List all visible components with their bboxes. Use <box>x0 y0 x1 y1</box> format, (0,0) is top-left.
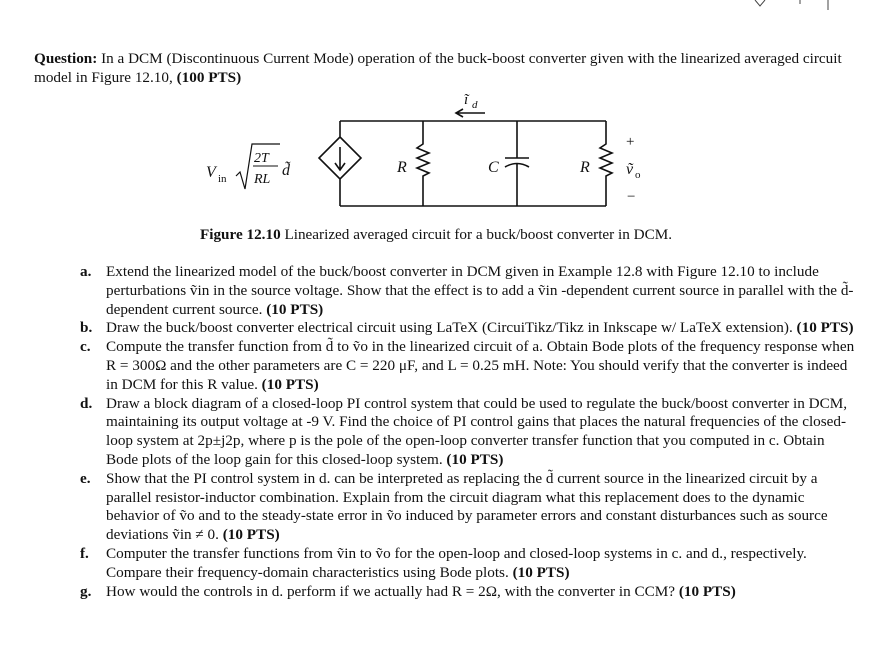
label-vin-sub: in <box>218 173 227 185</box>
caption-text: Linearized averaged circuit for a buck/boost converter in DCM. <box>284 226 673 243</box>
current-arrow <box>456 109 485 117</box>
capacitor-symbol <box>505 121 529 206</box>
label-r2: R <box>580 159 590 176</box>
label-plus: + <box>626 134 635 150</box>
question-label: Question: <box>34 50 98 67</box>
part-label: d. <box>80 394 93 412</box>
part-g <box>80 583 860 602</box>
caption-label: Figure 12.10 <box>199 226 281 243</box>
part-points: (10 PTS) <box>512 563 570 581</box>
part-points: (10 PTS) <box>796 319 854 337</box>
part-points: (10 PTS) <box>678 582 736 600</box>
part-text: Compute the transfer function from d̃ to ṽo in the linearized circuit of a. Obtain Bode plots of the frequency response when R = 300Ω and the other parameters are C = 220 μF, and L = 0.25 mH. Note: You should verify that the converter is indeed in DCM for this R value. <box>106 338 855 393</box>
part-b <box>80 319 860 338</box>
question-parts <box>80 263 860 601</box>
label-frac-num: 2T <box>254 151 269 166</box>
label-c: C <box>488 159 499 176</box>
part-label: e. <box>80 469 91 487</box>
part-label: b. <box>80 319 93 337</box>
question-text: In a DCM (Discontinuous Current Mode) operation of the buck-boost converter given with the linearized averaged circuit model in Figure 12.10, <box>34 50 842 86</box>
part-text: Show that the PI control system in d. can be interpreted as replacing the d̃ current source in the linearized circuit by a parallel resistor-inductor combination. Explain from the circuit diagram what this replacement does to the dynamic behavior of ṽo and to the steady-state error in ṽo induced by parameter errors and constant disturbances such as source deviations ṽin ≠ 0. <box>106 469 828 544</box>
label-vo: ṽ <box>626 161 634 178</box>
part-label: f. <box>80 544 89 562</box>
part-a <box>80 263 860 319</box>
part-label: g. <box>80 582 92 600</box>
part-points: (10 PTS) <box>446 450 504 468</box>
part-body <box>106 545 860 583</box>
part-body <box>106 338 860 394</box>
part-text: Extend the linearized model of the buck/boost converter in DCM given in Example 12.8 with Figure 12.10 to include perturbations ṽin in the source voltage. Show that the effect is to add a ṽin -dependent current source in parallel with the d̃-dependent current source. <box>106 263 854 318</box>
part-d <box>80 395 860 470</box>
figure-caption <box>0 226 872 244</box>
part-c <box>80 338 860 394</box>
part-label: c. <box>80 338 91 356</box>
label-vin: V <box>206 164 216 181</box>
label-id-sub: d <box>472 99 478 111</box>
part-body <box>106 583 860 602</box>
part-text: How would the controls in d. perform if we actually had R = 2Ω, with the converter in CCM? <box>106 582 676 600</box>
label-vo-sub: o <box>635 169 641 181</box>
part-points: (10 PTS) <box>222 526 280 544</box>
label-d-tilde: d̃ <box>282 162 290 179</box>
source-arrow <box>335 147 345 170</box>
question-points: (100 PTS) <box>176 68 242 86</box>
part-body <box>106 319 860 338</box>
top-edge-marks <box>0 0 872 20</box>
part-body <box>106 395 860 470</box>
label-minus: − <box>627 189 636 205</box>
part-body <box>106 263 860 319</box>
part-label: a. <box>80 263 92 280</box>
resistor-1 <box>417 121 429 206</box>
part-text: Draw the buck/boost converter electrical circuit using LaTeX (CircuiTikz/Tikz in Inkscape w/ LaTeX extension). <box>106 319 793 337</box>
circuit-diagram <box>180 76 700 226</box>
label-frac-den: RL <box>254 172 271 187</box>
part-body <box>106 470 860 545</box>
part-points: (10 PTS) <box>261 375 319 393</box>
label-r1: R <box>397 159 407 176</box>
part-text: Computer the transfer functions from ṽin to ṽo for the open-loop and closed-loop systems in c. and d., respectively. Compare their frequency-domain characteristics using Bode plots. <box>106 544 807 581</box>
part-text: Draw a block diagram of a closed-loop PI control system that could be used to regulate the buck/boost converter in DCM, maintaining its output voltage at -9 V. Find the choice of PI control gains that places the natural frequencies of the closed-loop system at 2p±j2p, where p is the pole of the open-loop converter transfer function that you computed in c. Obtain Bode plots of the loop gain for this closed-loop system. <box>106 394 848 468</box>
label-id: ĩ <box>464 92 469 108</box>
resistor-2 <box>600 121 612 206</box>
part-points: (10 PTS) <box>266 300 324 318</box>
part-f <box>80 545 860 583</box>
part-e <box>80 470 860 545</box>
